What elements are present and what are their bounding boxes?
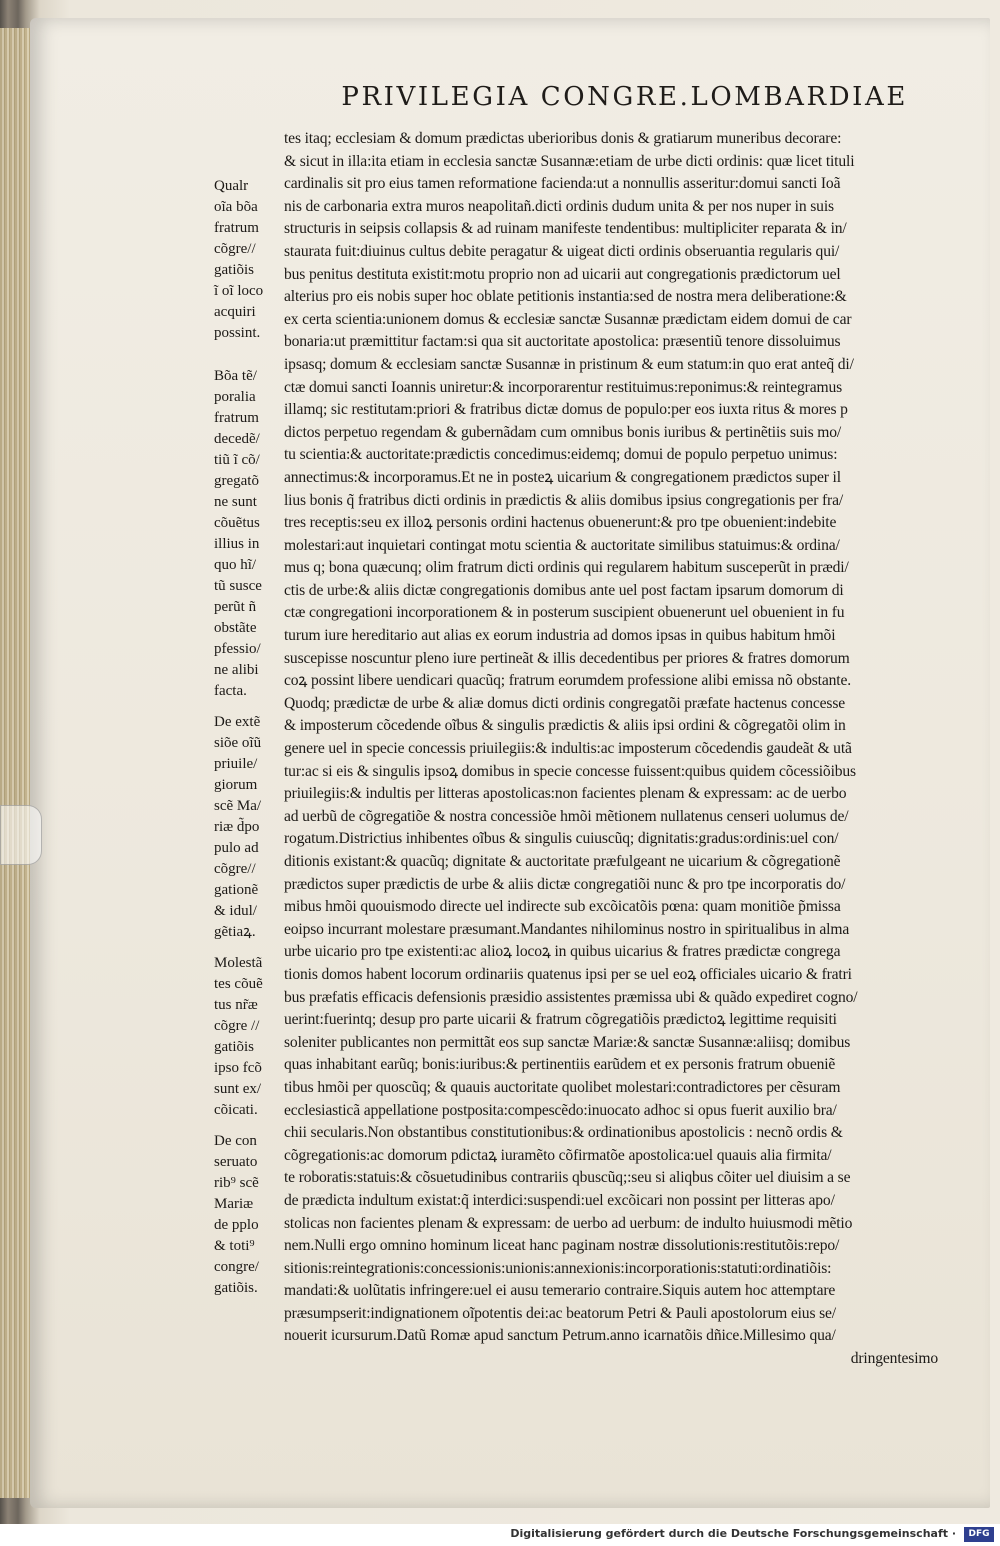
text-line: dictos perpetuo regendam & gubernãdam cum omnibus bonis iuribus & pertinẽtiis suis mo/ [284,423,842,441]
text-line: ecclesiasticã appellatione postposita:compescẽdo:inuocato adhoc si opus fuerit auxilio bra/ [284,1101,837,1119]
margin-note-line: cõuẽtus [214,515,260,531]
margin-note-line: possint. [214,325,261,341]
margin-note-line: Mariæ [214,1196,254,1212]
text-line: uerint:fuerintq; desup pro parte uicarii & fratrum cõgregatiõis prædictoꝝ legittime requisiti [284,1011,837,1029]
footer-band [0,1524,1000,1546]
margin-note-line: acquiri [214,304,256,320]
margin-note-line: De extẽ [214,714,261,730]
text-line: staurata fuit:diuinus cultus debite peragatur & uigeat dicti ordinis obseruantia regularis qui/ [284,242,840,260]
text-line: structuris in seipsis collapsis & ad ruinam manifeste tendentibus: multipliciter reparata & in/ [284,220,847,238]
text-line: & imposterum cõcedende oĩbus & singulis prædictis & aliis ipsi ordini & cõgregatõi olim in [284,717,846,735]
text-line: coꝝ possint libere uendicari quacũq; fratrum eorumdem professione alibi emissa nõ obstante. [284,672,851,690]
text-line: ad uerbũ de cõgregatiõe & nostra concessiõe hmõi mẽtionem nullatenus censeri uolumus de/ [284,807,849,825]
margin-note-line: De con [214,1133,257,1149]
text-line: mibus hmõi quouismodo directe uel indirecte sub excõicatõis pœna: quam monitiõe p̃missa [284,898,841,916]
margin-note [214,1131,276,1299]
margin-note-line: gatiõis [214,1039,254,1055]
text-line: rogatum.Districtius inhibentes oĩbus & singulis cuiuscũq; dignitatis:gradus:ordinis:uel con/ [284,830,839,848]
text-line: illamq; sic restitutam:priori & fratribus dictæ domus de populo:per eos iuxta ritus & mores p [284,401,848,419]
text-line: ditionis existant:& quacũq; dignitate & auctoritate præfulgeant ne uicarium & cõgregationẽ [284,853,841,870]
text-line: sitionis:reintegrationis:concessionis:unionis:annexionis:incorporationis:statuti:ordinatiõis: [284,1259,832,1277]
page-clip [0,805,42,865]
text-line: mandati:& uolũtatis infringere:uel ei ausu temerario contraire.Siquis autem hoc attemptare [284,1282,836,1300]
text-line: mus q; bona quæcunq; olim fratrum dicti ordinis qui regularem habitum susceperũt in prædi/ [284,559,849,577]
margin-note-line: cõgre// [214,241,256,257]
margin-note-line: tiũ ĩ cõ/ [214,452,260,468]
margin-note-line: ne alibi [214,662,259,678]
margin-note-line: cõgre// [214,861,256,877]
text-line: ctæ congregationi incorporationem & in posterum suscipient obuenerunt uel obuenient in fu [284,604,845,622]
text-line: nis de carbonaria extra muros neapolitañ.dicti ordinis dudum unita & per nos nuper in suis [284,197,834,215]
margin-note-line: seruato [214,1154,258,1170]
margin-note-line: ipso fcõ [214,1060,262,1076]
text-line: ctæ domui sancti Ioannis uniretur:& incorporarentur restituimus:reponimus:& reintegramus [284,378,843,396]
text-line: stolicas non facientes plenam & expressam: de uerbo ad uerbum: de indulto huiusmodi mẽtio [284,1214,853,1232]
margin-note-line: gatiõis [214,262,254,278]
text-line: præsumpserit:indignationem oĩpotentis dei:ac beatorum Petri & Pauli apostolorum eius se/ [284,1304,836,1322]
margin-note-line: gatiõis. [214,1280,258,1296]
text-line: tur:ac si eis & singulis ipsoꝝ domibus in specie concesse fuissent:quibus quidem cõcessiõibus [284,762,856,780]
margin-note-line: ĩ oĩ loco [214,283,264,299]
margin-note-line: scẽ Ma/ [214,798,262,814]
margin-note-line: gationẽ [214,882,259,898]
text-line: bonaria:ut præmittitur factam:si qua sit auctoritate apostolica: præsentiũ tenore dissoluimus [284,333,841,351]
text-line: tu scientia:& auctoritate:prædictis concedimus:eidemq; domui de populo perpetuo unimus: [284,446,838,464]
text-line: bus penitus destituta existit:motu proprio non ad uicarii aut congregationis prædictorum uel [284,265,841,283]
margin-note [214,953,276,1121]
margin-note-line: quo hĩ/ [214,557,257,573]
margin-note-line: tus nr̃æ [214,997,258,1013]
margin-note-line: riæ d̃po [214,819,260,835]
margin-note-line: cõgre // [214,1018,260,1034]
margin-note-line: congre/ [214,1259,259,1275]
margin-note-line: siõe oĩũ [214,735,262,751]
text-line: & sicut in illa:ita etiam in ecclesia sanctæ Susannæ:etiam de urbe dicti ordinis: quæ licet tituli [284,152,855,170]
text-line: priuilegiis:& indultis per litteras apostolicas:non facientes plenam & expressam: ac de uerbo [284,785,847,803]
text-line: urbe uicario pro tpe existenti:ac alioꝝ locoꝝ in quibus uicarius & fratres prædictæ congrega [284,943,841,961]
footer-credit: Digitalisierung gefördert durch die Deutsche Forschungsgemeinschaft · [510,1527,956,1540]
main-text-block [284,128,978,1371]
text-line: turum iure hereditario aut alias ex eorum industria ad domos ipsas in quibus habitum hmõi [284,627,836,645]
margin-note-line: perũt ñ [214,599,257,615]
text-line: annectimus:& incorporamus.Et ne in posteꝝ uicarium & congregationem prædictos super il [284,468,841,486]
text-line: cõgregationis:ac domorum pdictaꝝ iuramẽto cõfirmatõe apostolica:uel quauis alia firmita/ [284,1146,832,1164]
margin-note-line: poralia [214,389,256,405]
text-line: cardinalis sit pro eius tamen reformatione facienda:ut a nonnullis asseritur:domui sancti Ioã [284,175,841,193]
text-line: tionis domos habent locorum ordinariis quatenus ipsi per se uel eoꝝ officiales uicario & fratri [284,965,852,983]
margin-note-line: tũ susce [214,578,262,594]
running-head: PRIVILEGIA CONGRE.LOMBARDIAE [341,82,908,112]
book-edge [0,28,34,1498]
text-line: soleniter publicantes non permittãt eos sup sanctæ Mariæ:& sanctæ Susannæ:aliisq; domibus [284,1033,851,1051]
text-line: bus præfatis efficacis defensionis præsidio assistentes præmissa ubi & quãdo expediret cogno/ [284,988,858,1006]
text-line: tres receptis:seu ex illoꝝ personis ordini hactenus obuenerunt:& pro tpe obuenient:indebite [284,514,837,532]
text-line: genere uel in specie concessis priuilegiis:& indultis:ac imposterum cõcedendis gaudeãt & utã [284,740,852,758]
text-line: alterius pro eis nobis super hoc oblate petitionis instantia:sed de nostra mera deliberatione:& [284,288,847,306]
margin-note-line: sunt ex/ [214,1081,262,1097]
margin-note-line: fratrum [214,220,259,236]
margin-note-line: tes cõuẽ [214,976,263,992]
catchword: dringentesimo [850,1350,938,1368]
text-line: Quodq; prædictæ de urbe & aliæ domus dicti ordinis congregatõi præfate hactenus concesse [284,694,846,712]
text-line: nouerit icursurum.Datũ Romæ apud sanctum Petrum.anno icarnatõis dñice.Millesimo qua/ [284,1327,836,1345]
text-line: tibus hmõi per quoscũq; & quauis auctoritate quolibet molestari:contradictores per cẽsuram [284,1078,841,1096]
text-line: nem.Nulli ergo omnino hominum liceat hanc paginam nostræ dissolutionis:restitutõis:repo/ [284,1237,840,1255]
margin-notes [214,176,276,1309]
margin-note-line: facta. [214,683,247,699]
text-line: chii secularis.Non obstantibus constitutionibus:& ordinationibus apostolicis : necnõ ordis & [284,1124,843,1142]
text-line: ex certa scientia:unionem domus & ecclesiæ sanctæ Susannæ prædictam eidem domui de car [284,310,852,328]
margin-note-line: & toti⁹ [214,1238,255,1254]
margin-note-line: giorum [214,777,258,793]
margin-note-line: gregatõ [214,473,259,489]
margin-note-line: & idul/ [214,903,257,919]
margin-note-line: Molestã [214,955,263,971]
margin-note-line: Qualr [214,178,249,194]
margin-note-line: fratrum [214,410,259,426]
margin-note-line: rib⁹ scẽ [214,1175,259,1191]
margin-note-line: pfessio/ [214,641,261,657]
margin-note-line: pulo ad [214,840,259,856]
text-line: te roboratis:statuis:& cõsuetudinibus contrariis qbuscũq;:seu si aliqbus cõiter uel diuisim a se [284,1169,851,1187]
text-line: tes itaq; ecclesiam & domum prædictas uberioribus donis & gratiarum muneribus decorare: [284,130,842,147]
margin-note-line: decedẽ/ [214,431,260,447]
margin-note [214,366,276,702]
text-line: quas inhabitant earũq; bonis:iuribus:& pertinentiis earũdem et ex personis fratrum obueniẽ [284,1056,836,1074]
margin-note-line: cõicati. [214,1102,258,1118]
text-line: prædictos super prædictis de urbe & aliis dictæ congregatiõi nunc & pro tpe incorporatis do/ [284,875,846,893]
text-line: ctis de urbe:& aliis dictæ congregationis domibus ante uel post factam ipsarum domorum di [284,581,844,599]
text-line: de prædicta indultum existat:q̃ interdici:suspendi:uel excõicari non possint per litteras apo/ [284,1191,835,1209]
text-line: suscepisse noscuntur pleno iure pertineãt & illis decedentibus per priores & fratres domorum [284,649,850,667]
text-line: eoipso incurrant molestare præsumant.Mandantes nihilominus nostro in spiritualibus in alma [284,920,850,938]
margin-note-line: gẽtiaꝝ. [214,924,256,940]
text-line: molestari:aut inquietari contingat motu scientia & auctoritate similibus statuimus:& ordina/ [284,536,840,554]
margin-note-line: obstãte [214,620,257,636]
margin-note [214,712,276,943]
margin-note-line: Bõa tẽ/ [214,368,257,384]
margin-note [214,176,276,344]
margin-note-line: priuile/ [214,756,258,772]
dfg-logo-icon: DFG [964,1527,994,1542]
margin-note-line: illius in [214,536,260,552]
margin-note-line: oĩa bõa [214,199,258,215]
margin-note-line: ne sunt [214,494,257,510]
margin-note-line: de pplo [214,1217,259,1233]
text-line: lius bonis q̃ fratribus dicti ordinis in prædictis & aliis domibus ipsius congregationis per fra/ [284,491,844,509]
text-line: ipsasq; domum & ecclesiam sanctæ Susannæ in pristinum & eum statum:in quo erat anteq̃ di/ [284,355,854,373]
